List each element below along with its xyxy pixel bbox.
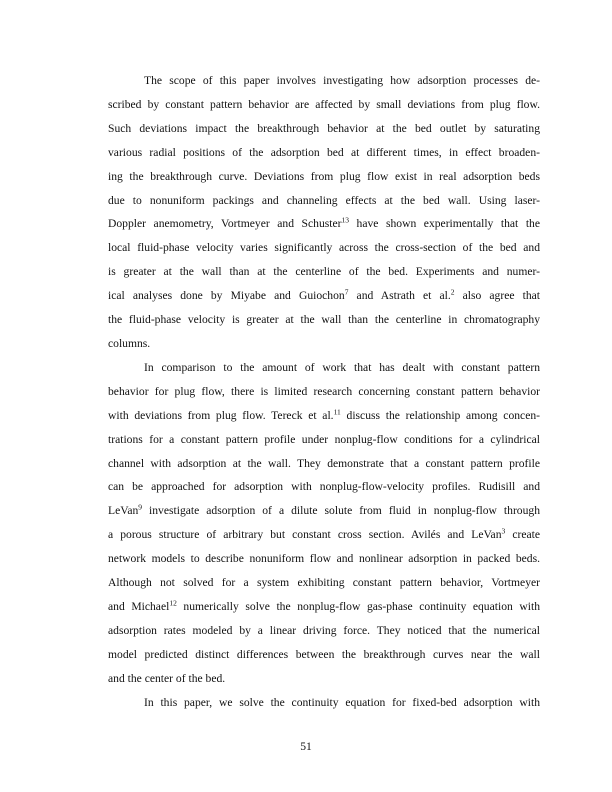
text-run: scribed by constant pattern behavior are affected by small deviations from plug flow. [108,97,540,111]
text-run: have shown experimentally that the [348,217,540,231]
text-line [108,380,540,404]
text-run: columns. [108,336,151,350]
text-line [108,260,540,284]
text-line [108,165,540,189]
text-run: with deviations from plug flow. Tereck et al. [108,408,334,422]
text-run: ical analyses done by Miyabe and Guiochon [108,289,345,303]
body-text [108,69,540,714]
text-run: ing the breakthrough curve. Deviations from plug flow exist in real adsorption beds [108,169,540,183]
text-line [108,356,540,380]
text-line [108,571,540,595]
citation-superscript: 11 [333,407,341,417]
text-line [108,523,540,547]
text-line [108,452,540,476]
text-line [108,667,540,691]
text-run: trations for a constant pattern profile under nonplug-flow conditions for a cylindrical [108,432,540,446]
text-line [108,212,540,236]
text-run: also agree that [454,289,540,303]
text-run: a porous structure of arbitrary but constant cross section. Avilés and LeVan [108,528,502,542]
text-run: channel with adsorption at the wall. They demonstrate that a constant pattern profile [108,456,540,470]
text-run: model predicted distinct differences between the breakthrough curves near the wall [108,647,540,661]
text-run: adsorption rates modeled by a linear driving force. They noticed that the numerical [108,623,540,637]
text-run: In this paper, we solve the continuity equation for fixed-bed adsorption with [144,695,540,709]
text-run: Although not solved for a system exhibiting constant pattern behavior, Vortmeyer [108,576,540,590]
text-run: Doppler anemometry, Vortmeyer and Schuster [108,217,342,231]
text-run: and Michael [108,599,170,613]
text-run: numerically solve the nonplug-flow gas-phase continuity equation with [176,599,540,613]
citation-superscript: 13 [341,215,349,225]
text-line [108,236,540,260]
citation-superscript: 7 [344,287,349,297]
text-run: The scope of this paper involves investigating how adsorption processes de- [144,74,540,87]
text-run: investigate adsorption of a dilute solute from fluid in nonplug-flow through [142,504,540,518]
text-run: In comparison to the amount of work that has dealt with constant pattern [144,360,540,374]
text-line [108,499,540,523]
paragraph [108,691,540,715]
citation-superscript: 9 [138,502,143,512]
citation-superscript: 12 [169,598,177,608]
citation-superscript: 2 [450,287,455,297]
text-run: LeVan [108,504,139,518]
text-run: can be approached for adsorption with nonplug-flow-velocity profiles. Rudisill and [108,480,540,494]
page-number: 51 [300,740,312,753]
text-run: behavior for plug flow, there is limited research concerning constant pattern behavior [108,384,540,398]
text-run: various radial positions of the adsorption bed at different times, in effect broaden- [108,145,540,159]
text-run: is greater at the wall than at the centerline of the bed. Experiments and numer- [108,265,540,279]
text-run: and Astrath et al. [348,289,451,303]
text-line [108,428,540,452]
text-run: the fluid-phase velocity is greater at the wall than the centerline in chromatography [108,313,540,327]
text-run: create [505,528,540,542]
text-run: local fluid-phase velocity varies significantly across the cross-section of the bed and [108,241,540,255]
text-line [108,691,540,715]
text-run: network models to describe nonuniform flow and nonlinear adsorption in packed beds. [108,552,540,566]
text-run: discuss the relationship among concen- [340,408,541,422]
text-line [108,547,540,571]
text-line [108,93,540,117]
text-line [108,475,540,499]
text-line [108,308,540,332]
text-line [108,117,540,141]
text-line [108,619,540,643]
text-run: due to nonuniform packings and channeling effects at the bed wall. Using laser- [108,193,540,207]
text-run: Such deviations impact the breakthrough behavior at the bed outlet by saturating [108,121,540,135]
paragraph [108,356,540,691]
text-line [108,69,540,93]
text-line [108,595,540,619]
text-line [108,141,540,165]
citation-superscript: 3 [501,526,506,536]
text-run: and the center of the bed. [108,671,226,685]
text-line [108,404,540,428]
text-line [108,189,540,213]
text-line [108,284,540,308]
text-line [108,643,540,667]
paragraph [108,69,540,356]
text-line [108,332,540,356]
